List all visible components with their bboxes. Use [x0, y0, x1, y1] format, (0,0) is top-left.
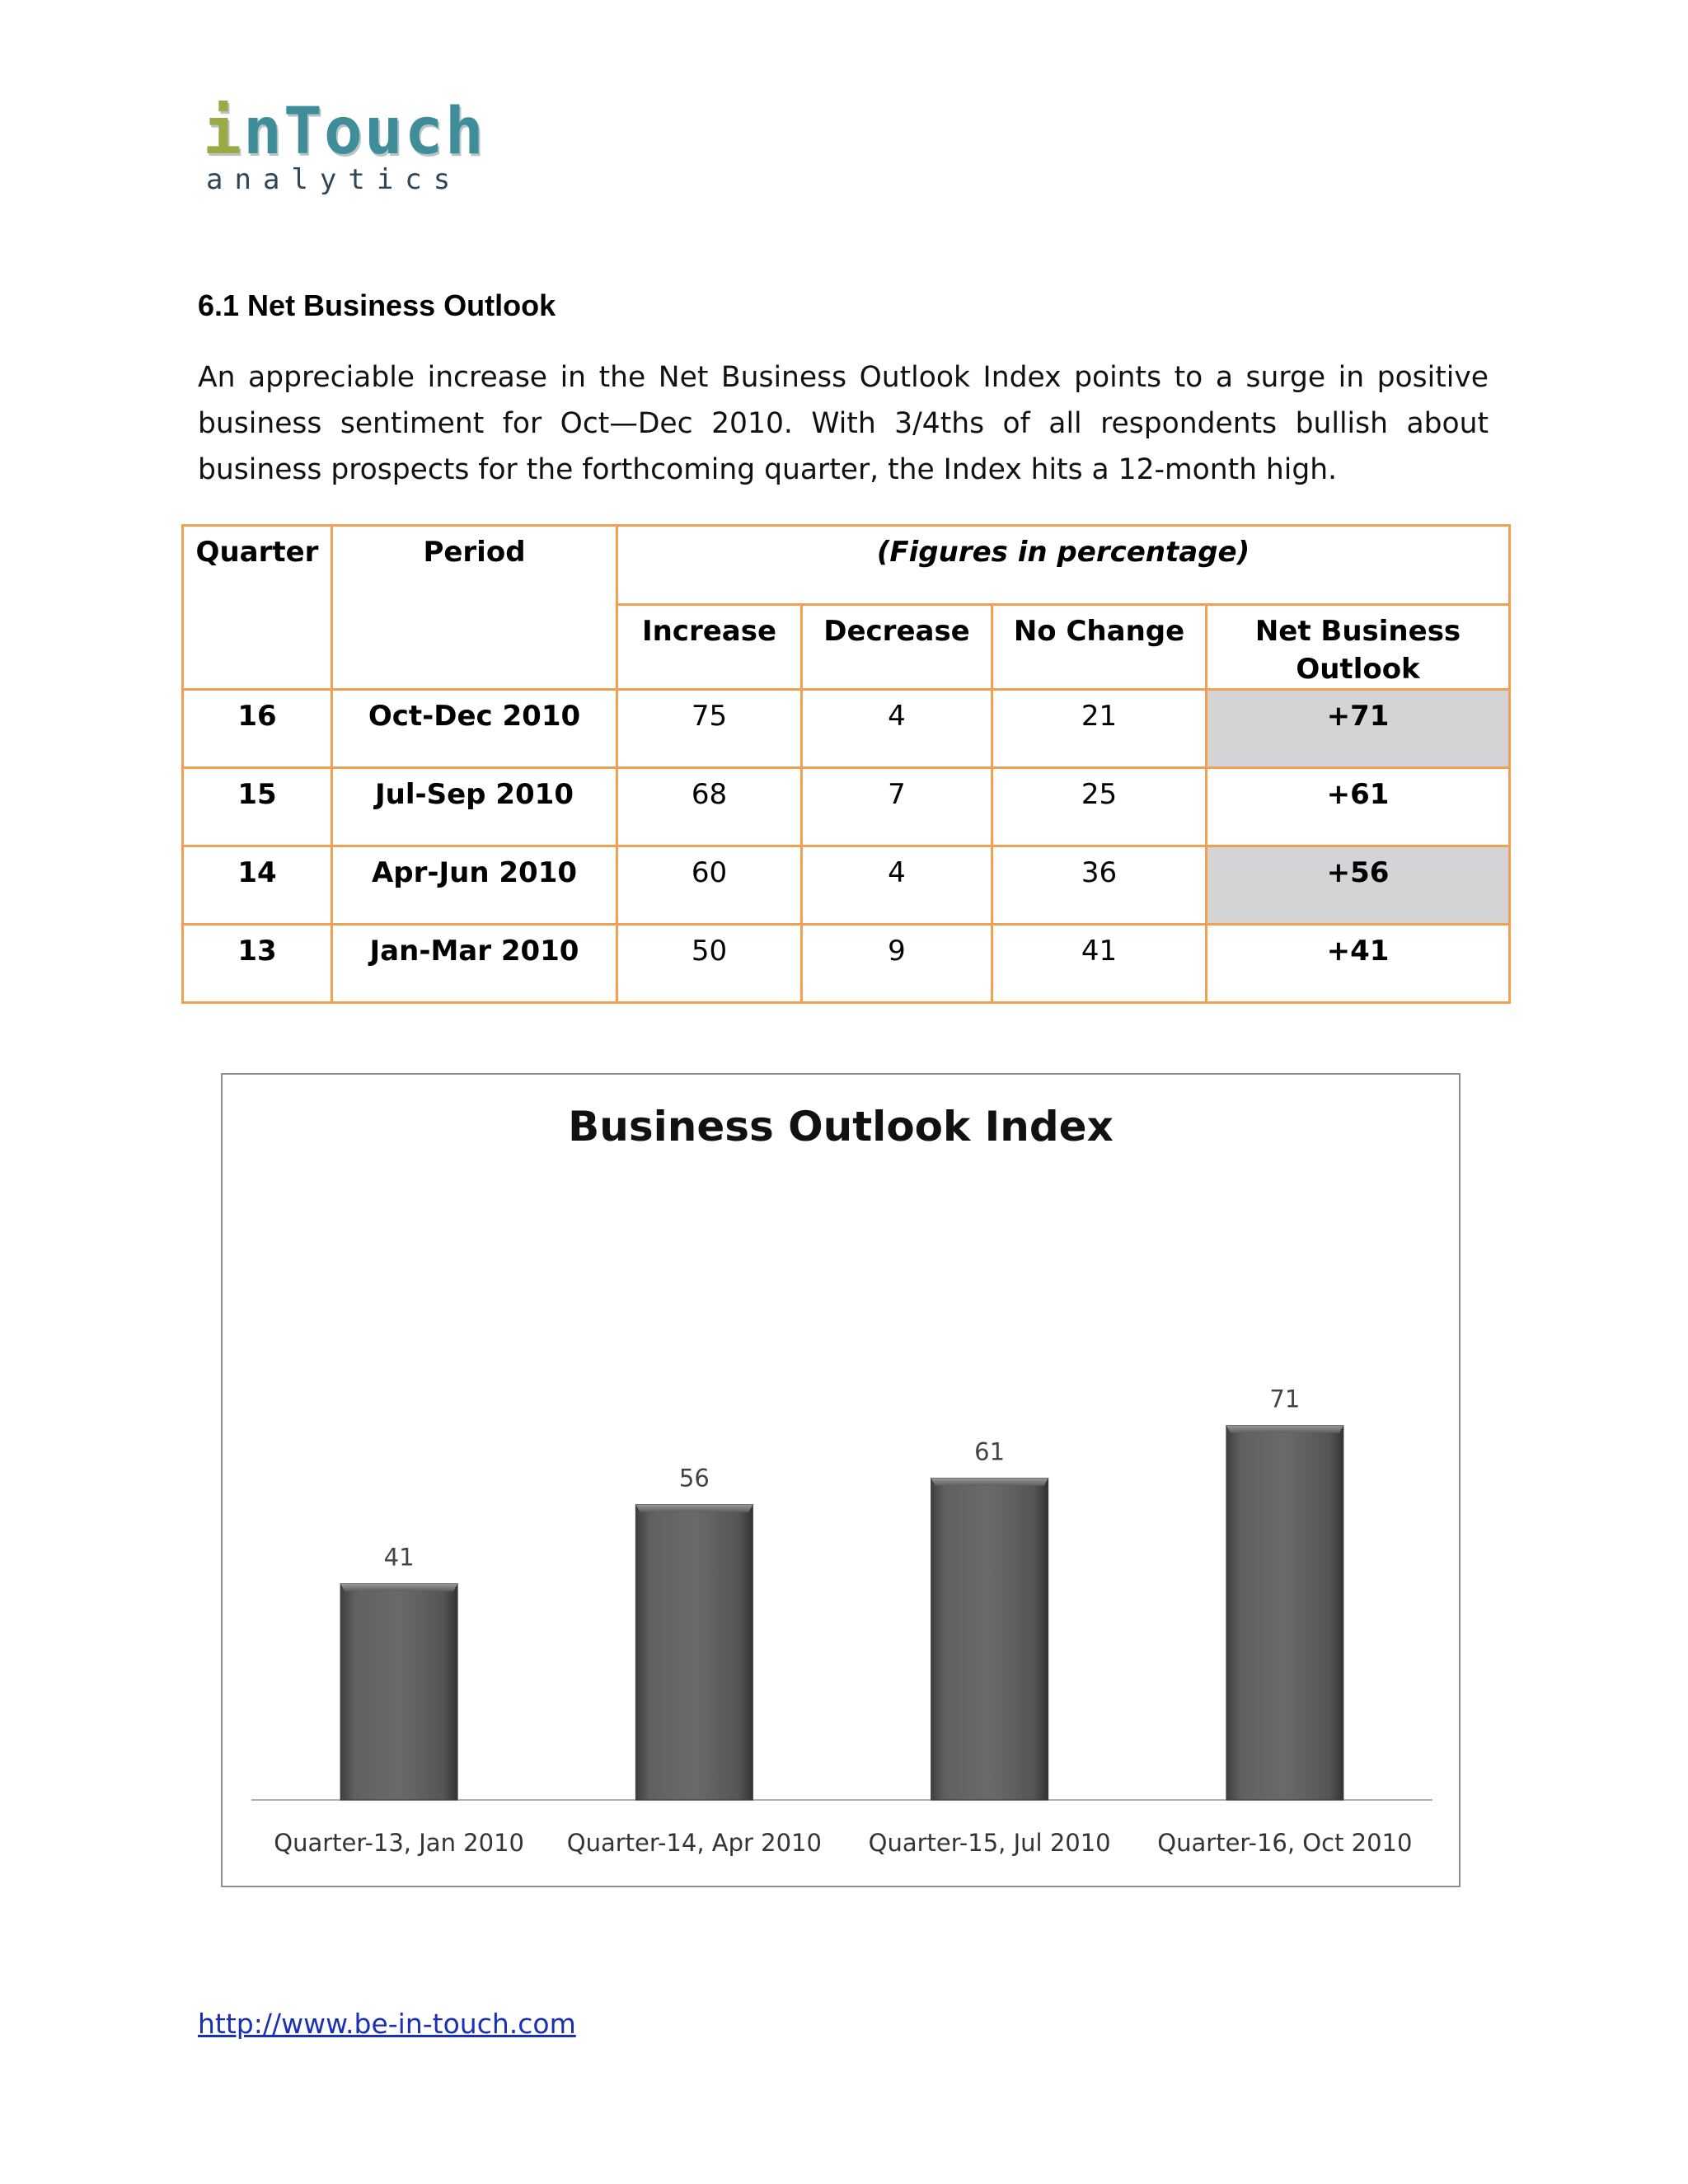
bar-cap-4 [1226, 1426, 1343, 1433]
header-decrease: Decrease [802, 605, 992, 690]
cell-no-change: 41 [992, 925, 1207, 1003]
data-label-4: 71 [1269, 1385, 1301, 1413]
bar-2 [635, 1505, 753, 1800]
chart-title: Business Outlook Index [568, 1103, 1114, 1151]
logo-wordmark [203, 95, 485, 169]
cell-period: Oct-Dec 2010 [332, 690, 617, 768]
cell-period: Jan-Mar 2010 [332, 925, 617, 1003]
logo-letters: nTouch [242, 95, 485, 169]
category-label-4: Quarter-16, Oct 2010 [1157, 1829, 1413, 1857]
bar-cap-3 [931, 1479, 1048, 1486]
data-label-2: 56 [678, 1464, 710, 1493]
header-period: Period [332, 526, 617, 690]
cell-decrease: 7 [802, 768, 992, 846]
bar-cap-2 [635, 1505, 753, 1512]
cell-decrease: 9 [802, 925, 992, 1003]
cell-decrease: 4 [802, 846, 992, 925]
section-title: 6.1 Net Business Outlook [198, 288, 556, 322]
website-link[interactable]: http://www.be-in-touch.com [198, 2008, 576, 2040]
category-label-1: Quarter-13, Jan 2010 [274, 1829, 524, 1857]
cell-period: Apr-Jun 2010 [332, 846, 617, 925]
cell-decrease: 4 [802, 690, 992, 768]
logo-letter-i: i [203, 95, 243, 169]
table-row [183, 846, 1510, 925]
outlook-table [181, 524, 1511, 1004]
cell-increase: 68 [617, 768, 802, 846]
table-row [183, 768, 1510, 846]
data-label-3: 61 [974, 1437, 1006, 1466]
table-row [183, 925, 1510, 1003]
business-outlook-chart [223, 1075, 1459, 1886]
cell-quarter: 15 [183, 768, 332, 846]
header-quarter: Quarter [183, 526, 332, 690]
cell-quarter: 14 [183, 846, 332, 925]
header-increase: Increase [617, 605, 802, 690]
bar-4 [1226, 1426, 1343, 1800]
cell-net: +56 [1207, 846, 1510, 925]
cell-no-change: 25 [992, 768, 1207, 846]
cell-increase: 60 [617, 846, 802, 925]
category-label-3: Quarter-15, Jul 2010 [868, 1829, 1111, 1857]
cell-no-change: 36 [992, 846, 1207, 925]
header-figures-group: (Figures in percentage) [617, 526, 1510, 605]
cell-quarter: 16 [183, 690, 332, 768]
cell-increase: 75 [617, 690, 802, 768]
logo-subtitle: analytics [206, 163, 462, 196]
cell-period: Jul-Sep 2010 [332, 768, 617, 846]
cell-net: +61 [1207, 768, 1510, 846]
cell-no-change: 21 [992, 690, 1207, 768]
chart-frame [221, 1073, 1461, 1887]
cell-increase: 50 [617, 925, 802, 1003]
category-label-2: Quarter-14, Apr 2010 [566, 1829, 822, 1857]
cell-net: +71 [1207, 690, 1510, 768]
cell-net: +41 [1207, 925, 1510, 1003]
table-row [183, 690, 1510, 768]
bar-cap-1 [340, 1584, 457, 1591]
header-no-change: No Change [992, 605, 1207, 690]
cell-quarter: 13 [183, 925, 332, 1003]
bar-3 [931, 1479, 1048, 1800]
bar-1 [340, 1584, 457, 1800]
header-net-outlook: Net Business Outlook [1207, 605, 1510, 690]
intouch-logo [203, 95, 485, 196]
intro-paragraph: An appreciable increase in the Net Business Outlook Index points to a surge in positive business sentiment for Oct—Dec 2010. With 3/4ths of all respondents bullish about business prospects for the forthcoming quarter, the Index hits a 12-month high. [198, 361, 1489, 486]
data-label-1: 41 [383, 1543, 415, 1572]
